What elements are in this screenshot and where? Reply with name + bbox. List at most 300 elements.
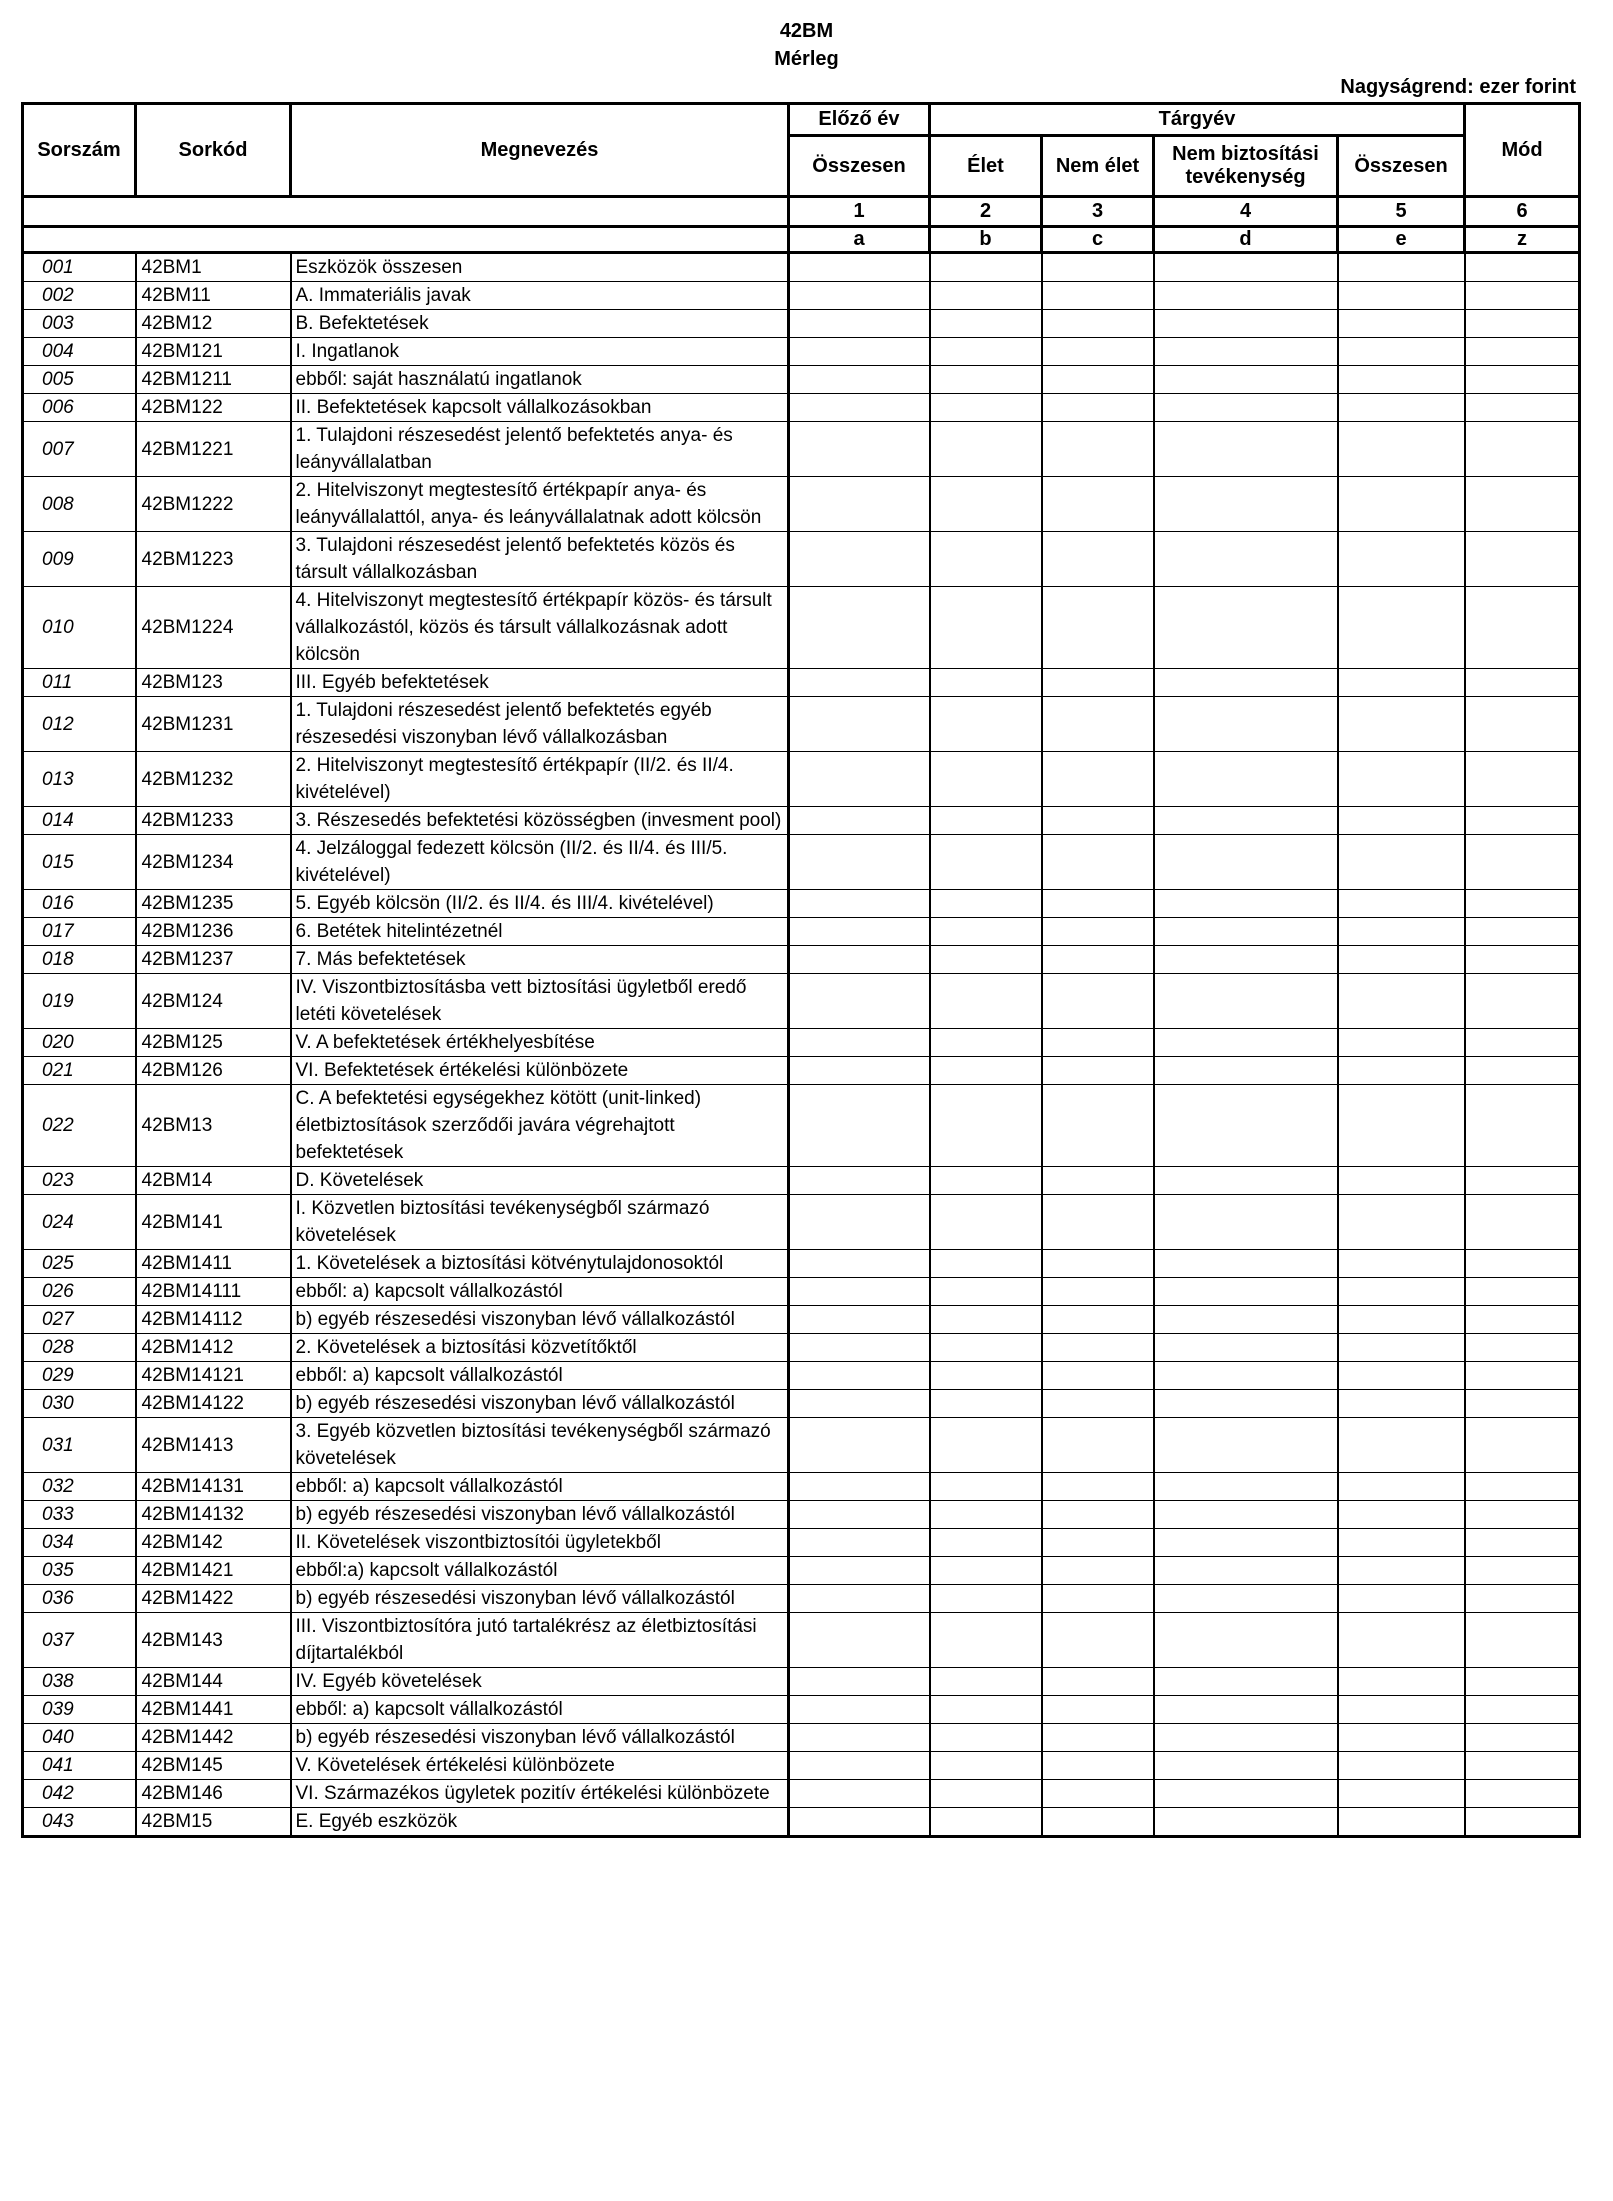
- row-number: 010: [23, 587, 136, 669]
- value-cell[interactable]: [789, 1334, 930, 1362]
- value-cell[interactable]: [1465, 1390, 1580, 1418]
- value-cell[interactable]: [1042, 835, 1154, 890]
- value-cell[interactable]: [1465, 1473, 1580, 1501]
- value-cell[interactable]: [1042, 1057, 1154, 1085]
- value-cell[interactable]: [1154, 1306, 1338, 1334]
- row-code: 42BM14121: [136, 1362, 291, 1390]
- value-cell[interactable]: [1154, 394, 1338, 422]
- value-cell[interactable]: [1465, 1808, 1580, 1837]
- value-cell[interactable]: [1338, 338, 1465, 366]
- value-cell[interactable]: [1465, 1529, 1580, 1557]
- value-cell[interactable]: [789, 532, 930, 587]
- value-cell[interactable]: [1042, 1334, 1154, 1362]
- value-cell[interactable]: [930, 1668, 1042, 1696]
- value-cell[interactable]: [930, 918, 1042, 946]
- value-cell[interactable]: [1042, 1668, 1154, 1696]
- value-cell[interactable]: [1465, 253, 1580, 282]
- value-cell[interactable]: [1042, 1585, 1154, 1613]
- value-cell[interactable]: [930, 1613, 1042, 1668]
- value-cell[interactable]: [930, 1390, 1042, 1418]
- value-cell[interactable]: [1042, 282, 1154, 310]
- value-cell[interactable]: [789, 1418, 930, 1473]
- value-cell[interactable]: [1042, 1696, 1154, 1724]
- value-cell[interactable]: [1338, 1808, 1465, 1837]
- value-cell[interactable]: [930, 1306, 1042, 1334]
- value-cell[interactable]: [930, 946, 1042, 974]
- row-name: 4. Hitelviszonyt megtestesítő értékpapír közös- és társult vállalkozástól, közös és társult vállalkozásnak adott kölcsön: [291, 587, 789, 669]
- value-cell[interactable]: [1042, 366, 1154, 394]
- value-cell[interactable]: [930, 1057, 1042, 1085]
- value-cell[interactable]: [1465, 807, 1580, 835]
- value-cell[interactable]: [1338, 1473, 1465, 1501]
- table-row: [23, 669, 1580, 697]
- value-cell[interactable]: [1338, 1501, 1465, 1529]
- value-cell[interactable]: [930, 669, 1042, 697]
- value-cell[interactable]: [1154, 946, 1338, 974]
- value-cell[interactable]: [1154, 253, 1338, 282]
- value-cell[interactable]: [1338, 1780, 1465, 1808]
- value-cell[interactable]: [789, 282, 930, 310]
- value-cell[interactable]: [1465, 338, 1580, 366]
- value-cell[interactable]: [1465, 946, 1580, 974]
- value-cell[interactable]: [1042, 1029, 1154, 1057]
- value-cell[interactable]: [930, 974, 1042, 1029]
- value-cell[interactable]: [1465, 890, 1580, 918]
- value-cell[interactable]: [1154, 282, 1338, 310]
- value-cell[interactable]: [1154, 1585, 1338, 1613]
- value-cell[interactable]: [1154, 1195, 1338, 1250]
- value-cell[interactable]: [1154, 1473, 1338, 1501]
- value-cell[interactable]: [1338, 310, 1465, 338]
- value-cell[interactable]: [1042, 1613, 1154, 1668]
- value-cell[interactable]: [930, 1418, 1042, 1473]
- value-cell[interactable]: [1154, 1808, 1338, 1837]
- value-cell[interactable]: [1338, 253, 1465, 282]
- value-cell[interactable]: [789, 1057, 930, 1085]
- value-cell[interactable]: [1154, 1529, 1338, 1557]
- value-cell[interactable]: [1465, 1195, 1580, 1250]
- value-cell[interactable]: [1042, 1085, 1154, 1167]
- value-cell[interactable]: [789, 1668, 930, 1696]
- row-number: 042: [23, 1780, 136, 1808]
- value-cell[interactable]: [1042, 394, 1154, 422]
- row-name: 5. Egyéb kölcsön (II/2. és II/4. és III/4. kivételével): [291, 890, 789, 918]
- value-cell[interactable]: [930, 1334, 1042, 1362]
- value-cell[interactable]: [1154, 1418, 1338, 1473]
- value-cell[interactable]: [1465, 1029, 1580, 1057]
- value-cell[interactable]: [1042, 310, 1154, 338]
- value-cell[interactable]: [1154, 1334, 1338, 1362]
- value-cell[interactable]: [1154, 532, 1338, 587]
- value-cell[interactable]: [1465, 532, 1580, 587]
- value-cell[interactable]: [1154, 752, 1338, 807]
- value-cell[interactable]: [1154, 310, 1338, 338]
- table-row: [23, 1473, 1580, 1501]
- value-cell[interactable]: [1338, 1278, 1465, 1306]
- value-cell[interactable]: [789, 1501, 930, 1529]
- row-number: 003: [23, 310, 136, 338]
- value-cell[interactable]: [1154, 1696, 1338, 1724]
- value-cell[interactable]: [1338, 1057, 1465, 1085]
- value-cell[interactable]: [930, 1278, 1042, 1306]
- value-cell[interactable]: [1338, 1167, 1465, 1195]
- value-cell[interactable]: [1042, 1724, 1154, 1752]
- value-cell[interactable]: [789, 918, 930, 946]
- value-cell[interactable]: [1042, 1195, 1154, 1250]
- value-cell[interactable]: [789, 477, 930, 532]
- value-cell[interactable]: [789, 394, 930, 422]
- value-cell[interactable]: [1042, 422, 1154, 477]
- value-cell[interactable]: [789, 1195, 930, 1250]
- value-cell[interactable]: [789, 946, 930, 974]
- value-cell[interactable]: [1338, 1696, 1465, 1724]
- value-cell[interactable]: [1338, 1585, 1465, 1613]
- value-cell[interactable]: [1042, 1780, 1154, 1808]
- value-cell[interactable]: [1154, 669, 1338, 697]
- row-name: E. Egyéb eszközök: [291, 1808, 789, 1837]
- value-cell[interactable]: [1338, 587, 1465, 669]
- value-cell[interactable]: [789, 1362, 930, 1390]
- value-cell[interactable]: [1154, 1085, 1338, 1167]
- value-cell[interactable]: [789, 1278, 930, 1306]
- value-cell[interactable]: [789, 1306, 930, 1334]
- value-cell[interactable]: [1465, 918, 1580, 946]
- value-cell[interactable]: [930, 587, 1042, 669]
- row-number: 009: [23, 532, 136, 587]
- value-cell[interactable]: [930, 366, 1042, 394]
- value-cell[interactable]: [1465, 394, 1580, 422]
- value-cell[interactable]: [1465, 669, 1580, 697]
- row-number: 035: [23, 1557, 136, 1585]
- value-cell[interactable]: [1338, 974, 1465, 1029]
- value-cell[interactable]: [1465, 366, 1580, 394]
- value-cell[interactable]: [1154, 835, 1338, 890]
- value-cell[interactable]: [789, 1780, 930, 1808]
- header-sorszam: Sorszám: [23, 104, 136, 197]
- value-cell[interactable]: [1154, 1613, 1338, 1668]
- value-cell[interactable]: [1042, 807, 1154, 835]
- value-cell[interactable]: [1338, 1195, 1465, 1250]
- value-cell[interactable]: [1042, 253, 1154, 282]
- value-cell[interactable]: [1154, 1029, 1338, 1057]
- value-cell[interactable]: [930, 752, 1042, 807]
- value-cell[interactable]: [1338, 1668, 1465, 1696]
- value-cell[interactable]: [1465, 974, 1580, 1029]
- value-cell[interactable]: [1338, 366, 1465, 394]
- row-number: 030: [23, 1390, 136, 1418]
- row-code: 42BM14131: [136, 1473, 291, 1501]
- value-cell[interactable]: [1154, 974, 1338, 1029]
- value-cell[interactable]: [1154, 890, 1338, 918]
- table-row: [23, 1306, 1580, 1334]
- value-cell[interactable]: [789, 1390, 930, 1418]
- value-cell[interactable]: [789, 366, 930, 394]
- value-cell[interactable]: [1042, 1167, 1154, 1195]
- value-cell[interactable]: [789, 1029, 930, 1057]
- value-cell[interactable]: [1154, 422, 1338, 477]
- value-cell[interactable]: [789, 752, 930, 807]
- value-cell[interactable]: [1338, 946, 1465, 974]
- table-row: [23, 974, 1580, 1029]
- value-cell[interactable]: [1465, 1613, 1580, 1668]
- value-cell[interactable]: [789, 1724, 930, 1752]
- value-cell[interactable]: [1338, 1085, 1465, 1167]
- table-row: [23, 1668, 1580, 1696]
- value-cell[interactable]: [930, 282, 1042, 310]
- value-cell[interactable]: [789, 807, 930, 835]
- row-name: A. Immateriális javak: [291, 282, 789, 310]
- value-cell[interactable]: [1465, 1780, 1580, 1808]
- row-name: ebből: a) kapcsolt vállalkozástól: [291, 1362, 789, 1390]
- row-number: 020: [23, 1029, 136, 1057]
- value-cell[interactable]: [789, 1167, 930, 1195]
- value-cell[interactable]: [930, 394, 1042, 422]
- value-cell[interactable]: [1154, 1668, 1338, 1696]
- value-cell[interactable]: [1154, 1278, 1338, 1306]
- value-cell[interactable]: [1465, 1278, 1580, 1306]
- row-number: 026: [23, 1278, 136, 1306]
- value-cell[interactable]: [1465, 1585, 1580, 1613]
- value-cell[interactable]: [1154, 1501, 1338, 1529]
- value-cell[interactable]: [930, 1501, 1042, 1529]
- value-cell[interactable]: [930, 1808, 1042, 1837]
- value-cell[interactable]: [1465, 1334, 1580, 1362]
- value-cell[interactable]: [1042, 338, 1154, 366]
- value-cell[interactable]: [1154, 1780, 1338, 1808]
- value-cell[interactable]: [1338, 1418, 1465, 1473]
- value-cell[interactable]: [1465, 422, 1580, 477]
- value-cell[interactable]: [789, 890, 930, 918]
- value-cell[interactable]: [1338, 1529, 1465, 1557]
- value-cell[interactable]: [1042, 1390, 1154, 1418]
- value-cell[interactable]: [1465, 1085, 1580, 1167]
- value-cell[interactable]: [1465, 1250, 1580, 1278]
- value-cell[interactable]: [1465, 835, 1580, 890]
- value-cell[interactable]: [1338, 1724, 1465, 1752]
- row-name: 3. Tulajdoni részesedést jelentő befektetés közös és társult vállalkozásban: [291, 532, 789, 587]
- value-cell[interactable]: [1154, 1362, 1338, 1390]
- value-cell[interactable]: [1042, 1501, 1154, 1529]
- value-cell[interactable]: [789, 1085, 930, 1167]
- value-cell[interactable]: [930, 1724, 1042, 1752]
- value-cell[interactable]: [930, 1473, 1042, 1501]
- value-cell[interactable]: [1042, 477, 1154, 532]
- value-cell[interactable]: [1465, 282, 1580, 310]
- value-cell[interactable]: [1042, 1418, 1154, 1473]
- row-code: 42BM14111: [136, 1278, 291, 1306]
- value-cell[interactable]: [1465, 752, 1580, 807]
- value-cell[interactable]: [1154, 366, 1338, 394]
- value-cell[interactable]: [930, 1029, 1042, 1057]
- value-cell[interactable]: [1154, 807, 1338, 835]
- value-cell[interactable]: [930, 1362, 1042, 1390]
- value-cell[interactable]: [789, 1473, 930, 1501]
- value-cell[interactable]: [1465, 1696, 1580, 1724]
- value-cell[interactable]: [1338, 890, 1465, 918]
- value-cell[interactable]: [1338, 1306, 1465, 1334]
- value-cell[interactable]: [1042, 1752, 1154, 1780]
- value-cell[interactable]: [1338, 1250, 1465, 1278]
- value-cell[interactable]: [1042, 669, 1154, 697]
- value-cell[interactable]: [1338, 1390, 1465, 1418]
- value-cell[interactable]: [1465, 1362, 1580, 1390]
- value-cell[interactable]: [1338, 807, 1465, 835]
- value-cell[interactable]: [1042, 697, 1154, 752]
- row-name: Eszközök összesen: [291, 253, 789, 282]
- value-cell[interactable]: [1338, 477, 1465, 532]
- value-cell[interactable]: [930, 1780, 1042, 1808]
- value-cell[interactable]: [1042, 1473, 1154, 1501]
- value-cell[interactable]: [930, 835, 1042, 890]
- value-cell[interactable]: [1042, 532, 1154, 587]
- value-cell[interactable]: [1042, 587, 1154, 669]
- value-cell[interactable]: [789, 1613, 930, 1668]
- table-row: [23, 807, 1580, 835]
- row-number: 018: [23, 946, 136, 974]
- value-cell[interactable]: [1338, 1613, 1465, 1668]
- value-cell[interactable]: [789, 1808, 930, 1837]
- value-cell[interactable]: [1042, 1362, 1154, 1390]
- value-cell[interactable]: [930, 1696, 1042, 1724]
- value-cell[interactable]: [930, 1557, 1042, 1585]
- value-cell[interactable]: [789, 669, 930, 697]
- value-cell[interactable]: [1465, 1057, 1580, 1085]
- value-cell[interactable]: [930, 422, 1042, 477]
- value-cell[interactable]: [789, 587, 930, 669]
- value-cell[interactable]: [1338, 394, 1465, 422]
- table-row: [23, 1250, 1580, 1278]
- value-cell[interactable]: [789, 1529, 930, 1557]
- value-cell[interactable]: [1042, 918, 1154, 946]
- value-cell[interactable]: [930, 1529, 1042, 1557]
- value-cell[interactable]: [930, 338, 1042, 366]
- value-cell[interactable]: [930, 1195, 1042, 1250]
- value-cell[interactable]: [1042, 890, 1154, 918]
- value-cell[interactable]: [930, 1585, 1042, 1613]
- value-cell[interactable]: [789, 310, 930, 338]
- value-cell[interactable]: [1154, 1250, 1338, 1278]
- value-cell[interactable]: [930, 807, 1042, 835]
- value-cell[interactable]: [1042, 1557, 1154, 1585]
- value-cell[interactable]: [1042, 974, 1154, 1029]
- value-cell[interactable]: [1042, 1306, 1154, 1334]
- value-cell[interactable]: [1154, 1390, 1338, 1418]
- value-cell[interactable]: [1465, 1501, 1580, 1529]
- value-cell[interactable]: [1338, 1334, 1465, 1362]
- value-cell[interactable]: [930, 697, 1042, 752]
- col-letter: c: [1042, 227, 1154, 253]
- value-cell[interactable]: [1042, 1529, 1154, 1557]
- value-cell[interactable]: [1338, 752, 1465, 807]
- value-cell[interactable]: [1042, 752, 1154, 807]
- value-cell[interactable]: [789, 338, 930, 366]
- value-cell[interactable]: [1465, 1167, 1580, 1195]
- value-cell[interactable]: [1338, 669, 1465, 697]
- value-cell[interactable]: [1338, 282, 1465, 310]
- value-cell[interactable]: [789, 974, 930, 1029]
- value-cell[interactable]: [930, 890, 1042, 918]
- value-cell[interactable]: [1465, 587, 1580, 669]
- value-cell[interactable]: [1042, 1808, 1154, 1837]
- value-cell[interactable]: [789, 835, 930, 890]
- row-code: 42BM1412: [136, 1334, 291, 1362]
- value-cell[interactable]: [1465, 1557, 1580, 1585]
- row-number: 013: [23, 752, 136, 807]
- row-code: 42BM123: [136, 669, 291, 697]
- table-row: [23, 1724, 1580, 1752]
- value-cell[interactable]: [1465, 1752, 1580, 1780]
- value-cell[interactable]: [1465, 477, 1580, 532]
- value-cell[interactable]: [1338, 697, 1465, 752]
- value-cell[interactable]: [789, 1696, 930, 1724]
- value-cell[interactable]: [789, 1250, 930, 1278]
- value-cell[interactable]: [1042, 1250, 1154, 1278]
- value-cell[interactable]: [789, 1752, 930, 1780]
- value-cell[interactable]: [1465, 1306, 1580, 1334]
- value-cell[interactable]: [1338, 1557, 1465, 1585]
- value-cell[interactable]: [1154, 1724, 1338, 1752]
- value-cell[interactable]: [789, 422, 930, 477]
- value-cell[interactable]: [930, 1085, 1042, 1167]
- value-cell[interactable]: [1042, 946, 1154, 974]
- value-cell[interactable]: [1338, 918, 1465, 946]
- row-number: 008: [23, 477, 136, 532]
- row-code: 42BM1: [136, 253, 291, 282]
- value-cell[interactable]: [1338, 422, 1465, 477]
- value-cell[interactable]: [1154, 338, 1338, 366]
- value-cell[interactable]: [1154, 918, 1338, 946]
- value-cell[interactable]: [1338, 1029, 1465, 1057]
- value-cell[interactable]: [930, 1167, 1042, 1195]
- value-cell[interactable]: [1042, 1278, 1154, 1306]
- value-cell[interactable]: [1154, 1557, 1338, 1585]
- value-cell[interactable]: [1154, 1167, 1338, 1195]
- value-cell[interactable]: [930, 253, 1042, 282]
- value-cell[interactable]: [1465, 1668, 1580, 1696]
- row-number: 041: [23, 1752, 136, 1780]
- value-cell[interactable]: [1465, 697, 1580, 752]
- col-letter: e: [1338, 227, 1465, 253]
- value-cell[interactable]: [1338, 835, 1465, 890]
- value-cell[interactable]: [930, 1250, 1042, 1278]
- value-cell[interactable]: [1465, 1724, 1580, 1752]
- table-row: [23, 752, 1580, 807]
- value-cell[interactable]: [930, 477, 1042, 532]
- value-cell[interactable]: [1154, 477, 1338, 532]
- table-row: [23, 1780, 1580, 1808]
- row-name: 6. Betétek hitelintézetnél: [291, 918, 789, 946]
- value-cell[interactable]: [789, 1557, 930, 1585]
- row-name: ebből: a) kapcsolt vállalkozástól: [291, 1696, 789, 1724]
- value-cell[interactable]: [930, 310, 1042, 338]
- value-cell[interactable]: [1154, 697, 1338, 752]
- value-cell[interactable]: [1154, 587, 1338, 669]
- value-cell[interactable]: [789, 253, 930, 282]
- value-cell[interactable]: [789, 1585, 930, 1613]
- value-cell[interactable]: [1338, 532, 1465, 587]
- value-cell[interactable]: [1154, 1752, 1338, 1780]
- value-cell[interactable]: [1338, 1752, 1465, 1780]
- value-cell[interactable]: [930, 1752, 1042, 1780]
- value-cell[interactable]: [1465, 310, 1580, 338]
- value-cell[interactable]: [1338, 1362, 1465, 1390]
- value-cell[interactable]: [1154, 1057, 1338, 1085]
- row-number: 014: [23, 807, 136, 835]
- value-cell[interactable]: [789, 697, 930, 752]
- value-cell[interactable]: [930, 532, 1042, 587]
- value-cell[interactable]: [1465, 1418, 1580, 1473]
- row-number: 017: [23, 918, 136, 946]
